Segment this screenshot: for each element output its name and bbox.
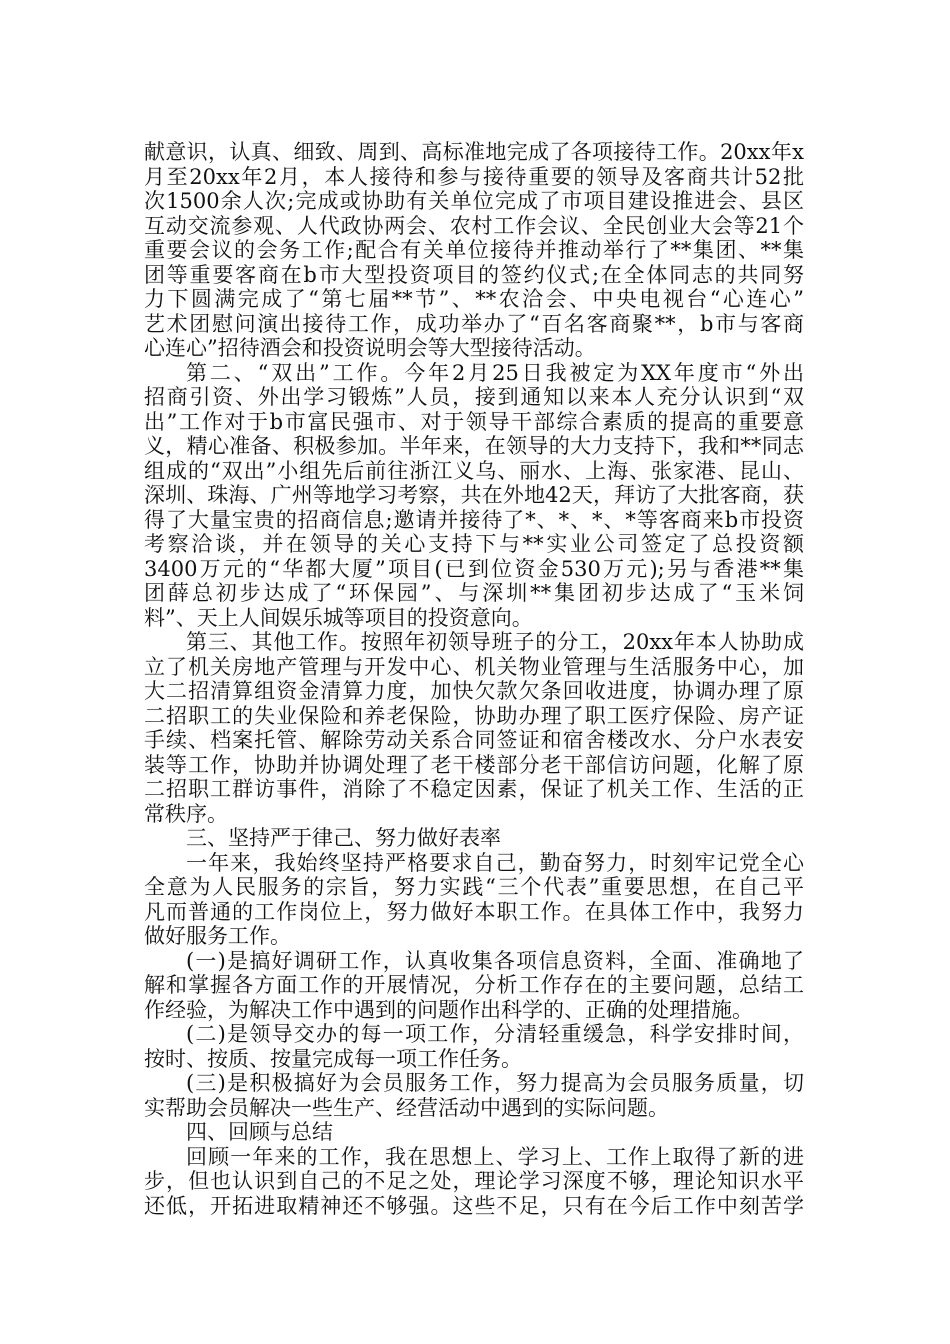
text-line: 次1500余人次;完成或协助有关单位完成了市项目建设推进会、县区 [144,189,804,213]
text-line: 作经验，为解决工作中遇到的问题作出科学的、正确的处理措施。 [144,997,753,1022]
text-line: 月至20xx年2月，本人接待和参与接待重要的领导及客商共计52批 [144,164,804,189]
text-line: 全意为人民服务的宗旨，努力实践“三个代表”重要思想，在自己平 [144,875,804,899]
text-line: 常秩序。 [144,801,228,826]
text-line: 力下圆满完成了“第七届**节”、**农洽会、中央电视台“心连心” [144,287,804,311]
text-line: 做好服务工作。 [144,924,291,948]
text-line: 四、回顾与总结 [186,1120,333,1144]
text-line: 立了机关房地产管理与开发中心、机关物业管理与生活服务中心，加 [144,654,804,679]
text-line: 出”工作对于b市富民强市、对于领导干部综合素质的提高的重要意 [144,409,804,434]
text-line: 义，精心准备、积极参加。半年来，在领导的大力支持下，我和**同志 [144,434,804,458]
text-line: (一)是搞好调研工作，认真收集各项信息资料，全面、准确地了 [186,948,804,973]
text-line: 凡而普通的工作岗位上，努力做好本职工作。在具体工作中，我努力 [144,899,804,924]
text-line: 解和掌握各方面工作的开展情况，分析工作存在的主要问题，总结工 [144,973,804,997]
text-line: 步，但也认识到自己的不足之处，理论学习深度不够，理论知识水平 [144,1169,804,1193]
text-line: 三、坚持严于律己、努力做好表率 [186,826,501,850]
text-line: 心连心”招待酒会和投资说明会等大型接待活动。 [144,336,596,360]
text-line: 第三、其他工作。按照年初领导班子的分工，20xx年本人协助成 [186,630,804,654]
text-line: 3400万元的“华都大厦”项目(已到位资金530万元);另与香港**集 [144,556,804,581]
text-line: 实帮助会员解决一些生产、经营活动中遇到的实际问题。 [144,1095,669,1120]
text-line: 装等工作，协助并协调处理了老干楼部分老干部信访问题，化解了原 [144,752,804,777]
text-line: 手续、档案托管、解除劳动关系合同签证和宿舍楼改水、分户水表安 [144,728,804,752]
text-line: 回顾一年来的工作，我在思想上、学习上、工作上取得了新的进 [186,1144,804,1169]
text-line: 团薛总初步达成了“环保园”、与深圳**集团初步达成了“玉米饲 [144,581,804,605]
text-line: (二)是领导交办的每一项工作，分清轻重缓急，科学安排时间， [186,1022,804,1046]
text-line: (三)是积极搞好为会员服务工作，努力提高为会员服务质量，切 [186,1071,804,1095]
text-line: 组成的“双出”小组先后前往浙江义乌、丽水、上海、张家港、昆山、 [144,458,804,483]
text-line: 重要会议的会务工作;配合有关单位接待并推动举行了**集团、**集 [144,238,804,262]
text-line: 艺术团慰问演出接待工作，成功举办了“百名客商聚**，b市与客商 [144,311,804,336]
text-line: 第二、“双出”工作。今年2月25日我被定为XX年度市“外出 [186,360,804,385]
text-line: 招商引资、外出学习锻炼”人员，接到通知以来本人充分认识到“双 [144,385,804,409]
text-line: 团等重要客商在b市大型投资项目的签约仪式;在全体同志的共同努 [144,262,804,287]
text-line: 互动交流参观、人代政协两会、农村工作会议、全民创业大会等21个 [144,213,804,238]
document-body [144,140,804,1218]
text-line: 一年来，我始终坚持严格要求自己，勤奋努力，时刻牢记党全心 [186,850,804,875]
text-line: 按时、按质、按量完成每一项工作任务。 [144,1046,522,1071]
text-line: 大二招清算组资金清算力度，加快欠款欠条回收进度，协调办理了原 [144,679,804,703]
text-line: 深圳、珠海、广州等地学习考察，共在外地42天，拜访了大批客商，获 [144,483,804,507]
text-line: 还低，开拓进取精神还不够强。这些不足，只有在今后工作中刻苦学 [144,1193,804,1218]
text-line: 得了大量宝贵的招商信息;邀请并接待了*、*、*、*等客商来b市投资 [144,507,804,532]
text-line: 献意识，认真、细致、周到、高标准地完成了各项接待工作。20xx年x [144,140,804,164]
text-line: 考察洽谈，并在领导的关心支持下与**实业公司签定了总投资额 [144,532,804,556]
text-line: 二招职工群访事件，消除了不稳定因素，保证了机关工作、生活的正 [144,777,804,801]
text-line: 二招职工的失业保险和养老保险，协助办理了职工医疗保险、房产证 [144,703,804,728]
text-line: 料”、天上人间娱乐城等项目的投资意向。 [144,605,533,630]
